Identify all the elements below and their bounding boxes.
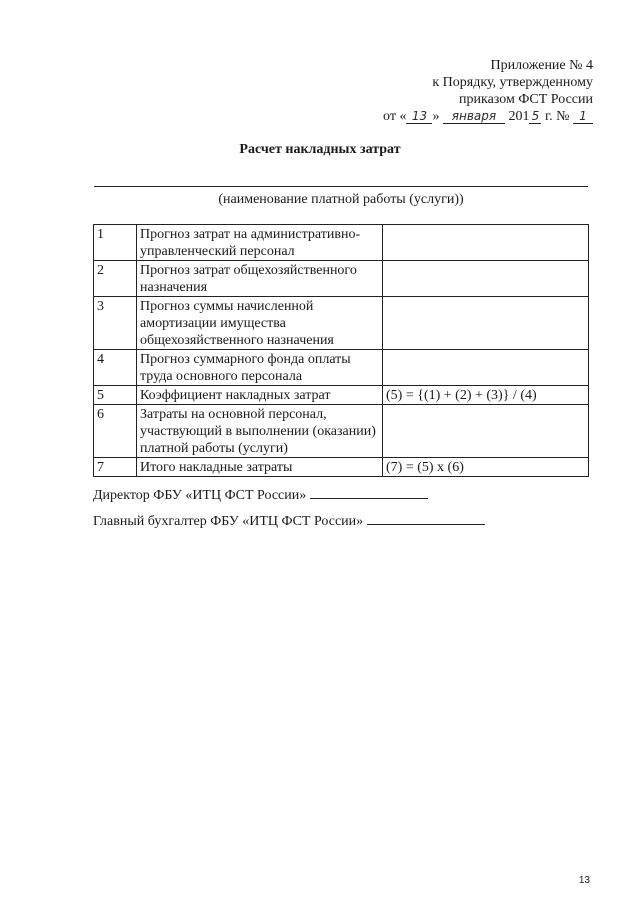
row-label: Прогноз затрат на административно-управленческий персонал (137, 225, 383, 261)
row-number: 4 (94, 350, 137, 386)
row-label: Коэффициент накладных затрат (137, 386, 383, 405)
row-number: 5 (94, 386, 137, 405)
row-value (383, 297, 589, 350)
row-number: 6 (94, 405, 137, 458)
appendix-header (293, 57, 593, 125)
accountant-signature-line (93, 512, 485, 530)
appendix-number: Приложение № 4 (490, 58, 593, 73)
director-signature-label: Директор ФБУ «ИТЦ ФСТ России» (93, 488, 307, 503)
row-label: Прогноз суммы начисленной амортизации имущества общехозяйственного назначения (137, 297, 383, 350)
appendix-date-line (293, 108, 593, 125)
row-number: 3 (94, 297, 137, 350)
row-label: Затраты на основной персонал, участвующий в выполнении (оказании) платной работы (услуги) (137, 405, 383, 458)
director-signature-line (93, 486, 428, 504)
handwritten-day: 13 (406, 109, 432, 124)
row-label: Прогноз суммарного фонда оплаты труда основного персонала (137, 350, 383, 386)
row-label: Итого накладные затраты (137, 458, 383, 477)
appendix-order-issuer: приказом ФСТ России (459, 92, 593, 107)
table-row (94, 297, 589, 350)
row-value (383, 350, 589, 386)
table-row (94, 261, 589, 297)
table-row (94, 405, 589, 458)
row-label: Прогноз затрат общехозяйственного назначения (137, 261, 383, 297)
table-row (94, 225, 589, 261)
director-signature-blank (310, 486, 428, 499)
date-mid: » (432, 109, 440, 124)
appendix-order-ref: к Порядку, утвержденному (432, 75, 593, 90)
row-value (383, 225, 589, 261)
order-number-label: г. № (544, 109, 570, 124)
document-title: Расчет накладных затрат (239, 142, 401, 157)
row-number: 1 (94, 225, 137, 261)
overhead-calculation-table (93, 224, 589, 477)
handwritten-month: января (443, 109, 505, 124)
row-value: (7) = (5) х (6) (383, 458, 589, 477)
accountant-signature-label: Главный бухгалтер ФБУ «ИТЦ ФСТ России» (93, 514, 364, 529)
page-number: 13 (578, 875, 590, 886)
table-row (94, 458, 589, 477)
handwritten-order-number: 1 (573, 109, 593, 124)
accountant-signature-blank (367, 512, 485, 525)
row-value (383, 261, 589, 297)
table-row (94, 386, 589, 405)
row-value (383, 405, 589, 458)
row-number: 2 (94, 261, 137, 297)
row-value: (5) = {(1) + (2) + (3)} / (4) (383, 386, 589, 405)
table-row (94, 350, 589, 386)
handwritten-year-digit: 5 (529, 109, 541, 124)
date-prefix: от « (383, 109, 407, 124)
work-name-blank-line (94, 186, 588, 187)
row-number: 7 (94, 458, 137, 477)
year-prefix: 201 (508, 109, 530, 124)
work-name-caption: (наименование платной работы (услуги)) (218, 192, 464, 207)
